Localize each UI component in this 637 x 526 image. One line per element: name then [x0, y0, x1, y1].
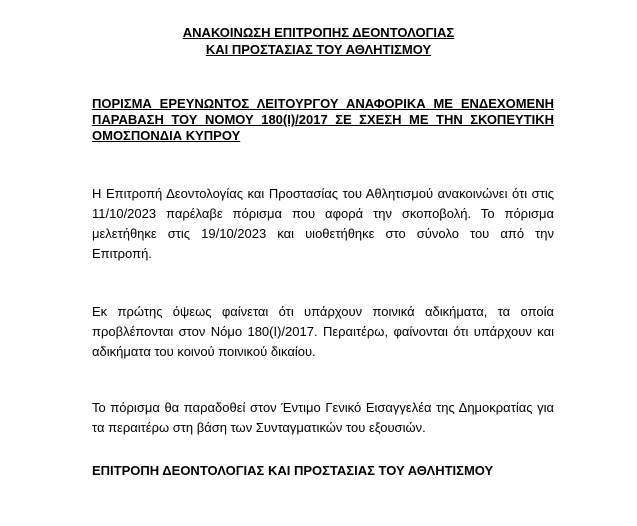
- signature: ΕΠΙΤΡΟΠΗ ΔΕΟΝΤΟΛΟΓΙΑΣ ΚΑΙ ΠΡΟΣΤΑΣΙΑΣ ΤΟΥ ΑΘΛΗΤΙΣΜΟΥ: [92, 463, 494, 478]
- header-line-1: ΑΝΑΚΟΙΝΩΣΗ ΕΠΙΤΡΟΠΗΣ ΔΕΟΝΤΟΛΟΓΙΑΣ: [182, 25, 455, 40]
- subject-line-3: ΟΜΟΣΠΟΝΔΙΑ ΚΥΠΡΟΥ: [92, 128, 241, 143]
- subject-line-2: ΠΑΡΑΒΑΣΗ ΤΟΥ ΝΟΜΟΥ 180(Ι)/2017 ΣΕ ΣΧΕΣΗ ΜΕ ΤΗΝ ΣΚΟΠΕΥΤΙΚΗ: [92, 112, 554, 127]
- paragraph-line: Το πόρισμα θα παραδοθεί στον Έντιμο Γενικό Εισαγγελέα της Δημοκρατίας για: [92, 400, 554, 415]
- paragraph-line: μελετήθηκε στις 19/10/2023 και υιοθετήθηκε στο σύνολο του από την: [92, 226, 554, 241]
- paragraph-line: Η Επιτροπή Δεοντολογίας και Προστασίας του Αθλητισμού ανακοινώνει ότι στις: [92, 186, 554, 201]
- paragraph-line: 11/10/2023 παρέλαβε πόρισμα που αφορά την σκοποβολή. Το πόρισμα: [92, 206, 554, 221]
- announcement-header: [0, 24, 637, 58]
- paragraph-line: Εκ πρώτης όψεως φαίνεται ότι υπάρχουν ποινικά αδικήματα, τα οποία: [92, 304, 554, 319]
- announcement-subject: [92, 96, 554, 144]
- paragraph-receipt: [92, 184, 554, 264]
- paragraph-line: Επιτροπή.: [92, 246, 152, 261]
- subject-line-1: ΠΟΡΙΣΜΑ ΕΡΕΥΝΩΝΤΟΣ ΛΕΙΤΟΥΡΓΟΥ ΑΝΑΦΟΡΙΚΑ ΜΕ ΕΝΔΕΧΟΜΕΝΗ: [92, 96, 554, 111]
- paragraph-attorney-general: [92, 398, 554, 438]
- header-line-2: ΚΑΙ ΠΡΟΣΤΑΣΙΑΣ ΤΟΥ ΑΘΛΗΤΙΣΜΟΥ: [205, 42, 432, 57]
- paragraph-line: προβλέπονται στον Νόμο 180(Ι)/2017. Περαιτέρω, φαίνονται ότι υπάρχουν και: [92, 324, 554, 339]
- paragraph-line: τα περαιτέρω στη βάση των Συνταγματικών του εξουσιών.: [92, 420, 426, 435]
- paragraph-line: αδικήματα του κοινού ποινικού δικαίου.: [92, 344, 316, 359]
- paragraph-offences: [92, 302, 554, 362]
